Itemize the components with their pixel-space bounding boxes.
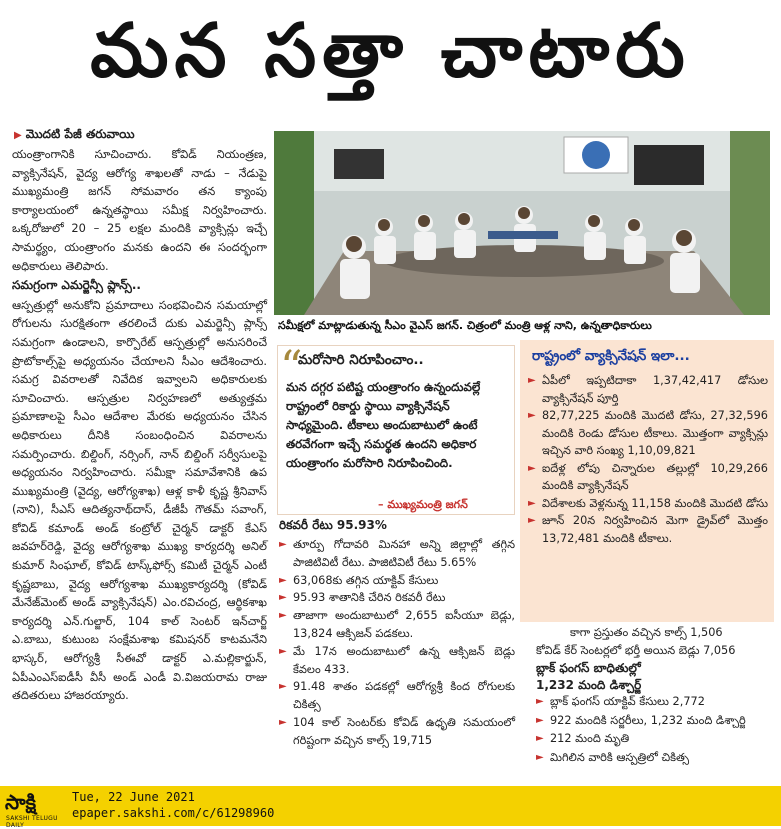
photo-caption: సమీక్షలో మాట్లాడుతున్న సీఎం వైఎస్ జగన్. చిత్రంలో మంత్రి ఆళ్ల నాని, ఉన్నతాధికారులు <box>274 316 770 336</box>
footer-bar <box>0 786 781 829</box>
list-item: ► 922 మందికి సర్జరీలు, 1,232 మంది డిశ్చార్జి <box>536 712 774 731</box>
subheading: సమగ్రంగా ఎమర్జెన్సీ ప్లాన్స్.. <box>12 278 141 293</box>
list-item: ► 95.93 శాతానికి చేరిన రికవరీ రేటు <box>279 589 515 607</box>
meeting-photo <box>274 131 770 315</box>
arrow-bullet-icon: ► <box>279 645 287 657</box>
black-fungus-heading <box>536 660 641 694</box>
arrow-bullet-icon: ► <box>279 610 287 622</box>
arrow-bullet-icon: ► <box>279 681 287 693</box>
list-item: ► మే 17న అందుబాటులో ఉన్న ఆక్సిజన్ బెడ్లు కేవలం 433. <box>279 643 515 679</box>
arrow-bullet-icon: ► <box>528 497 536 509</box>
arrow-bullet-icon: ► <box>528 462 536 474</box>
list-item: ► ఏపీలో ఇప్పటిదాకా 1,37,42,417 డోసుల వ్యాక్సినేషన్ పూర్తి <box>528 372 768 407</box>
arrow-bullet-icon: ► <box>528 375 536 386</box>
list-item: ► 82,77,225 మందికి మొదటి డోసు, 27,32,596 మందికి రెండు డోసుల టీకాలు. మొత్తంగా వ్యాక్సిన్లు ఇచ్చిన వారి సంఖ్య 1,10,09,821 <box>528 407 768 460</box>
list-item: ► 212 మంది మృతి <box>536 730 774 749</box>
list-item: ► 91.48 శాతం పడకల్లో ఆరోగ్యశ్రీ కింద రోగులకు చికిత్స <box>279 678 515 714</box>
arrow-bullet-icon: ► <box>279 539 287 550</box>
list-item: ► బ్లాక్ ఫంగస్ యాక్టివ్ కేసులు 2,772 <box>536 693 774 712</box>
left-column <box>12 145 267 705</box>
black-fungus-list <box>536 693 774 767</box>
arrow-bullet-icon: ► <box>536 714 544 726</box>
recovery-list <box>279 536 515 750</box>
kicker-text: మొదటి పేజీ తరువాయి <box>25 127 135 141</box>
quote-title: మరోసారి నిరూపించాం.. <box>298 352 424 368</box>
list-item: ► 63,068కు తగ్గిన యాక్టివ్ కేసులు <box>279 572 515 590</box>
quote-mark-icon: “ <box>280 342 303 393</box>
beds-line: కోవిడ్ కేర్ సెంటర్లలో భర్తీ అయిన బెడ్లు 7,056 <box>536 643 736 657</box>
arrow-bullet-icon: ► <box>528 515 536 526</box>
arrow-bullet-icon: ► <box>279 592 287 604</box>
black-fungus-heading-line: బ్లాక్ ఫంగస్ బాధితుల్లో <box>536 661 641 675</box>
list-item: ► తాజాగా అందుబాటులో 2,655 ఐసీయూ బెడ్లు, 13,824 ఆక్సిజన్ పడకలు. <box>279 607 515 643</box>
calls-line: కాగా ప్రస్తుతం వచ్చిన కాల్స్ 1,506 <box>570 626 723 639</box>
paragraph: యంత్రాంగానికి సూచించారు. కోవిడ్ నియంత్రణ, వ్యాక్సినేషన్, వైద్య ఆరోగ్య శాఖలతో నాడు – నేడుపై ముఖ్యమంత్రి జగన్ సోమవారం తన క్యాంపు కార్యాలయంలో ఉన్నతస్థాయి సమీక్ష నిర్వహించారు. ఒక్కరోజులో 20 – 25 లక్షల మందికి వ్యాక్సిన్లు ఇచ్చే సామర్థ్యం, యంత్రాంగం మనకు ఉందని ఈ సందర్భంగా అధికారులు తెలిపారు. <box>12 147 267 273</box>
list-item: ► ఐదేళ్ల లోపు చిన్నారుల తల్లుల్లో 10,29,266 మందికి వ్యాక్సినేషన్ <box>528 460 768 495</box>
arrow-bullet-icon: ► <box>536 751 544 763</box>
quote-box <box>277 342 515 515</box>
edition-date: Tue, 22 June 2021 <box>72 790 195 804</box>
list-item: ► తూర్పు గోదావరి మినహా అన్ని జిల్లాల్లో తగ్గిన పాజిటివిటీ రేటు. పాజిటివిటీ రేటు 5.65% <box>279 536 515 572</box>
arrow-bullet-icon: ► <box>279 716 287 728</box>
vaccination-title: రాష్ట్రంలో వ్యాక్సినేషన్ ఇలా... <box>532 348 690 364</box>
calls-beds-text <box>520 624 774 660</box>
list-item: ► 104 కాల్ సెంటర్‌కు కోవిడ్ ఉధృతి సమయంలో గరిష్టంగా వచ్చిన కాల్స్ 19,715 <box>279 714 515 750</box>
list-item: ► మిగిలిన వారికి ఆస్పత్రిలో చికిత్స <box>536 749 774 768</box>
arrow-bullet-icon: ► <box>279 574 287 586</box>
logo-subtext: SAKSHI TELUGU DAILY <box>6 815 58 829</box>
black-fungus-heading-line: 1,232 మంది డిశ్చార్జ్ <box>536 678 642 692</box>
headline-text: మన సత్తా చాటారు <box>90 8 691 94</box>
epaper-url[interactable]: epaper.sakshi.com/c/61298960 <box>72 806 275 820</box>
quote-body: మన దగ్గర పటిష్ట యంత్రాంగం ఉన్నందువల్లే రాష్ట్రంలో రికార్డు స్థాయి వ్యాక్సినేషన్ సాధ్యమైంది. టీకాలు అందుబాటులో ఉంటే తరవేగంగా ఇచ్చే సమర్థత ఉందని అధికార యంత్రాంగం మరోసారి నిరూపించింది. <box>286 380 481 470</box>
vaccination-list <box>528 372 768 547</box>
paragraph: ఆస్పత్రుల్లో అనుకోని ప్రమాదాలు సంభవించిన సమయాల్లో రోగులను సురక్షితంగా తరలించే దుకు ఎమర్జెన్సీ ప్లాన్స్ సమగ్రంగా ఉండాలని, కార్పొరేట్ ఆస్పత్రుల్లో అనుసరించే ప్రొటోకాల్స్‌పై అధ్యయనం చేయాలని సీఎం ఆదేశించారు. సమగ్ర వివరాలతో నివేదిక ఇవ్వాలని అధికారులకు సూచించారు. ఆస్పత్రుల నిర్వహణలో అత్యుత్తమ ప్రమాణాలపై సీఎం ఆదేశాల మేరకు అధ్యయనం చేసిన అధికారులు దీనికి సంబంధించిన వివరాలను సమర్పించారు. బిల్డింగ్, నర్సింగ్, నాన్ బిల్డింగ్ సర్వీసులపై అధ్యయనం నిర్వహించారు. సమీక్షా సమావేశానికి ఉప ముఖ్యమంత్రి (వైద్య, ఆరోగ్యశాఖ) ఆళ్ల కాళీ కృష్ణ శ్రీనివాస్ (నాని), సీఎస్ ఆదిత్యనాథ్‌దాస్, డీజీపీ గౌతమ్ సవాంగ్, కోవిడ్ కమాండ్ అండ్ కంట్రోల్ చైర్మన్ డాక్టర్ కేఎస్ జవహర్‌రెడ్డి, వైద్య ఆరోగ్యశాఖ ముఖ్య కార్యదర్శి అనిల్ కుమార్ సింఘాల్, కోవిడ్ టాస్క్‌ఫోర్స్ కమిటీ చైర్మన్ ఎంటీ కృష్ణబాబు, వైద్య ఆరోగ్యశాఖ ముఖ్యకార్యదర్శి (కోవిడ్ మేనేజ్‌మెంట్ అండ్ వ్యాక్సినేషన్) ఎం.రవిచంద్ర, ఆర్థికశాఖ కార్యదర్శి ఎన్.గుల్జార్, 104 కాల్ సెంటర్ ఇన్‌చార్జ్ ఎ.బాబు, కుటుంబ సంక్షేమశాఖ కమిషనర్ కాటమనేని భాస్కర్, ఆరోగ్యశ్రీ సీఈవో డాక్టర్ ఎ.మల్లికార్జున్, ఏపీఎంఎస్ఐడీసీ వీసీ అండ్ ఎండీ వి.విజయరామ రాజు తదితరులు హాజరయ్యారు. <box>12 297 267 703</box>
sakshi-logo[interactable] <box>5 789 63 829</box>
vaccination-box <box>520 340 774 622</box>
recovery-heading: రికవరీ రేటు 95.93% <box>279 518 387 532</box>
triangle-icon: ▶ <box>14 130 22 141</box>
kicker <box>14 127 135 144</box>
list-item: ► జూన్ 20న నిర్వహించిన మెగా డ్రైవ్‌లో మొత్తం 13,72,481 మందికి టీకాలు. <box>528 512 768 547</box>
logo-text: సాక్షి <box>5 790 37 814</box>
arrow-bullet-icon: ► <box>528 410 536 421</box>
list-item: ► విదేశాలకు వెళ్లనున్న 11,158 మందికి మొదటి డోసు <box>528 495 768 513</box>
arrow-bullet-icon: ► <box>536 733 544 744</box>
quote-attribution: – ముఖ్యమంత్రి జగన్ <box>378 498 468 511</box>
arrow-bullet-icon: ► <box>536 696 544 707</box>
meeting-photo-illustration <box>274 131 770 315</box>
headline <box>0 0 781 120</box>
